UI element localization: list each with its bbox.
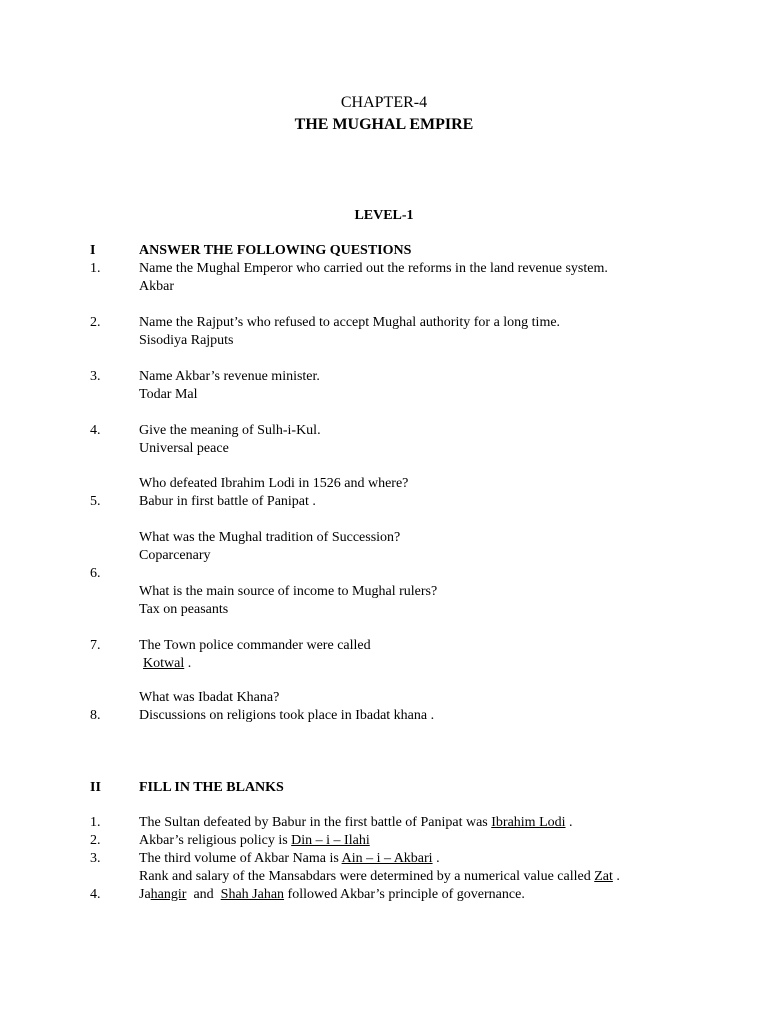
blank-number: 3. (90, 851, 101, 866)
answer-text: Discussions on religions took place in Ibadat khana . (139, 708, 435, 723)
answer-blank: Zat (594, 869, 613, 884)
question-text: Name the Rajput’s who refused to accept Mughal authority for a long time. (139, 315, 561, 330)
answer-text: Tax on peasants (139, 602, 229, 617)
answer-punctuation: . (184, 656, 192, 671)
question-text: What was Ibadat Khana? (139, 690, 280, 705)
question-text: Name the Mughal Emperor who carried out the reforms in the land revenue system. (139, 261, 608, 276)
sentence-text: Akbar’s religious policy is (139, 833, 292, 848)
level-heading: LEVEL-1 (354, 208, 414, 223)
section-2-heading: FILL IN THE BLANKS (139, 780, 284, 795)
sentence-text: followed Akbar’s principle of governance. (284, 887, 525, 902)
answer-blank: hangir (150, 887, 187, 902)
answer-blank: Ain – i – Akbari (341, 851, 433, 866)
question-number: 5. (90, 494, 101, 509)
question-text: What was the Mughal tradition of Succession? (139, 530, 401, 545)
answer-text: Sisodiya Rajputs (139, 333, 234, 348)
sentence-text: The Sultan defeated by Babur in the first battle of Panipat was (139, 815, 492, 830)
question-number: 6. (90, 566, 101, 581)
chapter-number: CHAPTER-4 (340, 94, 428, 111)
section-1-heading: ANSWER THE FOLLOWING QUESTIONS (139, 243, 412, 258)
sentence-text: and (186, 887, 221, 902)
sentence-text: Ja (139, 887, 151, 902)
answer-line (143, 655, 191, 673)
answer-text: Todar Mal (139, 387, 198, 402)
question-number: 8. (90, 708, 101, 723)
answer-blank: Ibrahim Lodi (491, 815, 566, 830)
question-number: 2. (90, 315, 101, 330)
blank-number: 4. (90, 887, 101, 902)
chapter-title: THE MUGHAL EMPIRE (294, 116, 474, 133)
answer-blank: Kotwal (143, 656, 185, 671)
answer-text: Coparcenary (139, 548, 211, 563)
answer-text: Universal peace (139, 441, 229, 456)
question-number: 7. (90, 638, 101, 653)
question-text: The Town police commander were called (139, 638, 371, 653)
fill-blank-sentence (139, 868, 620, 886)
question-number: 1. (90, 261, 101, 276)
fill-blank-sentence (139, 832, 370, 850)
sentence-text: . (612, 869, 620, 884)
sentence-text: The third volume of Akbar Nama is (139, 851, 342, 866)
question-text: What is the main source of income to Mughal rulers? (139, 584, 438, 599)
question-number: 3. (90, 369, 101, 384)
question-text: Name Akbar’s revenue minister. (139, 369, 320, 384)
sentence-text: . (565, 815, 573, 830)
section-2-numeral: II (90, 780, 101, 795)
answer-text: Akbar (139, 279, 174, 294)
answer-blank: Din – i – Ilahi (291, 833, 370, 848)
blank-number: 2. (90, 833, 101, 848)
question-text: Who defeated Ibrahim Lodi in 1526 and where? (139, 476, 409, 491)
fill-blank-sentence (139, 886, 525, 904)
sentence-text: . (432, 851, 440, 866)
section-1-numeral: I (90, 243, 96, 258)
fill-blank-sentence (139, 850, 440, 868)
question-number: 4. (90, 423, 101, 438)
fill-blank-sentence (139, 814, 573, 832)
answer-blank: Shah Jahan (220, 887, 285, 902)
question-text: Give the meaning of Sulh-i-Kul. (139, 423, 321, 438)
sentence-text: Rank and salary of the Mansabdars were determined by a numerical value called (139, 869, 595, 884)
blank-number: 1. (90, 815, 101, 830)
answer-text: Babur in first battle of Panipat . (139, 494, 316, 509)
